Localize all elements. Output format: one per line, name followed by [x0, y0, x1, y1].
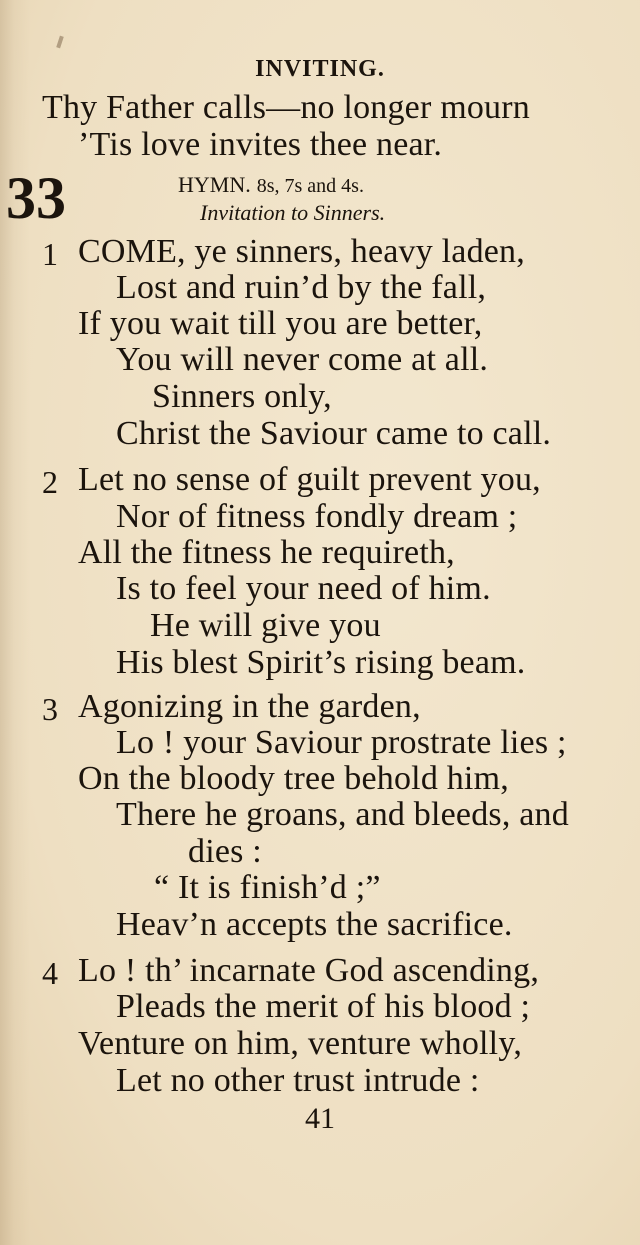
hymn-title: [178, 172, 364, 198]
page-header: INVITING.: [255, 56, 385, 82]
verse-line: Let no sense of guilt prevent you,: [78, 461, 541, 498]
verse-line: You will never come at all.: [116, 341, 489, 378]
verse-line: Let no other trust intrude :: [116, 1062, 480, 1099]
verse-line: Pleads the merit of his blood ;: [116, 988, 531, 1025]
verse-line: He will give you: [150, 607, 381, 644]
page-number: 41: [305, 1102, 335, 1135]
verse-number: 1: [42, 236, 58, 272]
hymn-label: HYMN.: [178, 172, 251, 197]
verse-line: Nor of fitness fondly dream ;: [116, 498, 518, 535]
verse-line: dies :: [188, 833, 262, 870]
hymn-number: 33: [6, 165, 66, 231]
hymn-meter: 8s, 7s and 4s.: [256, 175, 364, 197]
intro-line: Thy Father calls—no longer mourn: [42, 89, 530, 126]
verse-line: Christ the Saviour came to call.: [116, 415, 552, 452]
verse-line: All the fitness he requireth,: [78, 534, 455, 571]
verse-line: There he groans, and bleeds, and: [116, 796, 569, 833]
verse-number: 4: [42, 955, 58, 991]
verse-line: “ It is finish’d ;”: [154, 869, 381, 906]
verse-line: His blest Spirit’s rising beam.: [116, 644, 526, 681]
verse-line: COME, ye sinners, heavy laden,: [78, 233, 525, 270]
hymn-subtitle: Invitation to Sinners.: [200, 200, 386, 225]
verse-line: Venture on him, venture wholly,: [78, 1025, 523, 1062]
verse-line: Is to feel your need of him.: [116, 570, 491, 607]
verse-line: On the bloody tree behold him,: [78, 760, 509, 797]
verse-line: Lo ! your Saviour prostrate lies ;: [116, 724, 567, 761]
verse-line: Agonizing in the garden,: [78, 688, 421, 725]
verse-line: Heav’n accepts the sacrifice.: [116, 906, 513, 943]
intro-line: ’Tis love invites thee near.: [78, 126, 443, 163]
verse-line: Lo ! th’ incarnate God ascending,: [78, 952, 540, 989]
verse-line: If you wait till you are better,: [78, 305, 483, 342]
verse-number: 3: [42, 691, 58, 727]
verse-line: Lost and ruin’d by the fall,: [116, 269, 487, 306]
ink-mark: [56, 36, 64, 49]
verse-number: 2: [42, 464, 58, 500]
verse-line: Sinners only,: [152, 378, 332, 415]
